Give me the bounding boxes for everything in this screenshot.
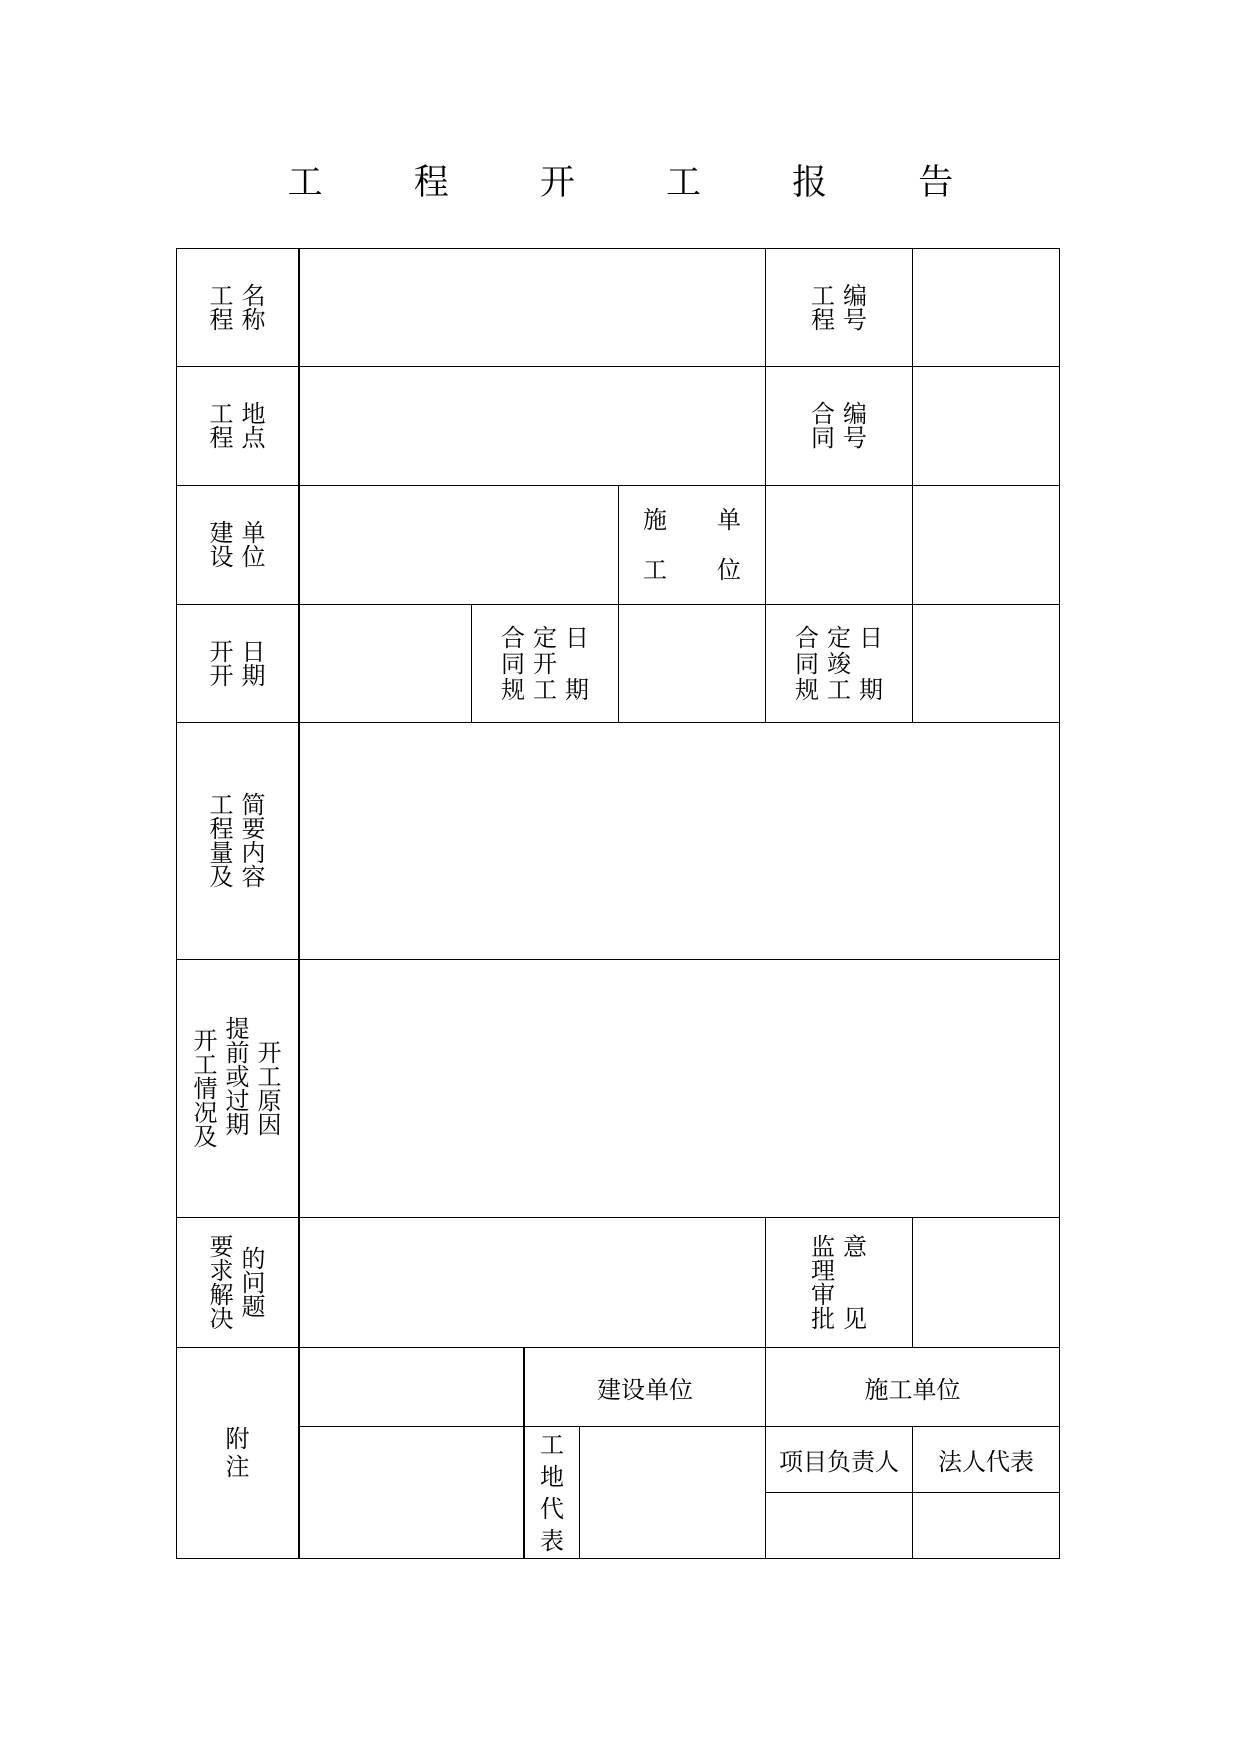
- contractor-unit-label: 施 单 工 位: [643, 506, 741, 584]
- legal-rep-signature-field[interactable]: [913, 1493, 1059, 1558]
- project-manager-signature-field[interactable]: [766, 1493, 912, 1558]
- issues-field[interactable]: [300, 1218, 765, 1347]
- project-site-label: 工 地 程 点: [209, 400, 266, 452]
- project-site-field[interactable]: [300, 367, 765, 485]
- contract-no-label: 合 编 同 号: [811, 400, 867, 452]
- table-border-right: [1059, 248, 1060, 1559]
- contract-finish-date-label: 合 定 日 同 竣 规 工 期: [795, 623, 883, 704]
- project-no-field[interactable]: [913, 249, 1059, 366]
- remark-field-top[interactable]: [300, 1348, 523, 1426]
- contractor-unit-field[interactable]: [766, 486, 912, 604]
- footer-contractor-unit-label: 施工单位: [864, 1375, 961, 1404]
- contract-no-field[interactable]: [913, 367, 1059, 485]
- supervision-label: 监 理 审 批 意 见: [811, 1232, 867, 1333]
- legal-rep-label: 法人代表: [938, 1448, 1034, 1476]
- owner-unit-label: 建 单 设 位: [209, 519, 266, 571]
- start-date-field[interactable]: [300, 605, 471, 722]
- owner-unit-field[interactable]: [300, 486, 618, 604]
- site-rep-field[interactable]: [580, 1427, 765, 1558]
- contract-start-date-label: 合 定 日 同 开 规 工 期: [501, 623, 589, 704]
- contractor-unit-extra-field[interactable]: [913, 486, 1059, 604]
- table-border-bottom: [176, 1558, 1060, 1559]
- footer-owner-unit-label: 建设单位: [597, 1375, 693, 1404]
- early-late-label: 开 工 情 况 及 提 前 或 过 期 开 工 原 因: [193, 1014, 282, 1151]
- contract-finish-date-field[interactable]: [913, 605, 1059, 722]
- site-rep-label: 工 地 代 表: [540, 1430, 564, 1555]
- scope-field[interactable]: [300, 723, 1059, 959]
- project-name-label: 工 名 程 称: [209, 281, 266, 334]
- project-name-field[interactable]: [300, 249, 765, 366]
- issues-label: 要 求 解 决 的 问 题: [209, 1232, 266, 1333]
- project-manager-label: 项目负责人: [779, 1448, 899, 1476]
- scope-label: 工 程 量 及 简 要 内 容: [209, 791, 266, 891]
- remark-label: 附 注: [225, 1425, 250, 1481]
- start-date-label: 开 日 开 期: [209, 637, 266, 690]
- early-late-field[interactable]: [300, 960, 1059, 1217]
- supervision-field[interactable]: [913, 1218, 1059, 1347]
- remark-field-bottom[interactable]: [300, 1427, 523, 1558]
- page-title: 工 程 开 工 报 告: [287, 163, 994, 203]
- contract-start-date-field[interactable]: [619, 605, 765, 722]
- project-no-label: 工 编 程 号: [811, 281, 867, 334]
